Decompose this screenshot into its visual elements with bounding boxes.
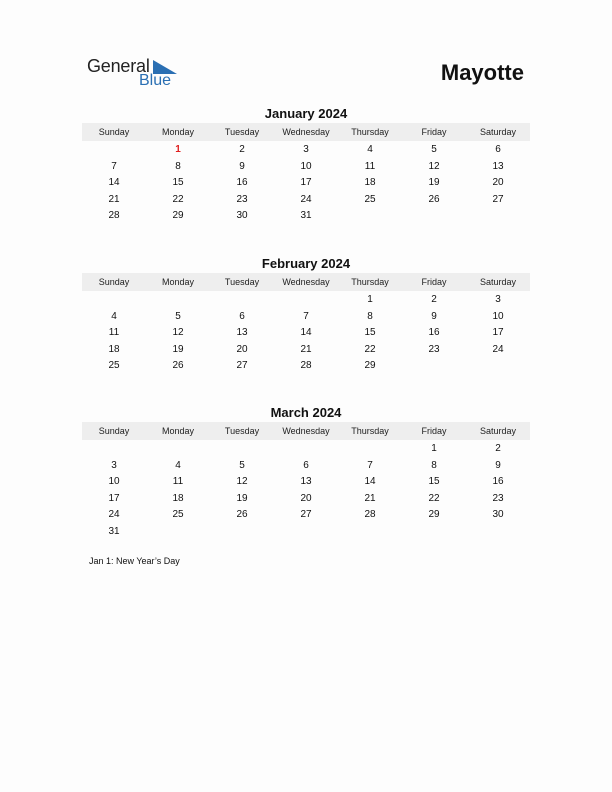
day-cell: 10 xyxy=(108,476,120,488)
day-cell: 14 xyxy=(364,476,376,488)
weekday-label: Wednesday xyxy=(282,426,330,436)
day-cell: 2 xyxy=(239,144,245,155)
day-cell: 5 xyxy=(239,459,245,471)
day-cell: 26 xyxy=(428,193,440,205)
day-cell: 12 xyxy=(236,476,248,488)
day-cell: 6 xyxy=(303,459,309,471)
day-cell: 25 xyxy=(108,360,120,372)
day-cell xyxy=(466,524,530,541)
day-cell: 10 xyxy=(300,160,312,172)
day-cell xyxy=(338,208,402,225)
weekday-header xyxy=(82,273,530,291)
weekday-label: Wednesday xyxy=(282,277,330,287)
day-cell: 11 xyxy=(108,327,120,339)
day-cell: 20 xyxy=(300,492,312,504)
day-cell: 29 xyxy=(428,509,440,521)
day-cell xyxy=(466,358,530,375)
day-cell: 16 xyxy=(428,327,440,339)
day-cell: 31 xyxy=(300,210,312,222)
day-cell: 2 xyxy=(431,294,437,305)
weekday-header xyxy=(82,422,530,440)
day-cell: 2 xyxy=(495,443,501,454)
weekday-label: Saturday xyxy=(479,277,517,287)
month-title: March 2024 xyxy=(270,405,342,420)
weekday-label: Thursday xyxy=(351,426,389,436)
day-cell: 19 xyxy=(428,177,440,189)
logo-text-general: General xyxy=(87,56,150,76)
day-cell: 15 xyxy=(364,327,376,339)
day-cell: 13 xyxy=(492,160,504,172)
day-cell: 24 xyxy=(492,343,504,355)
weekday-header xyxy=(82,123,530,141)
weekday-label: Sunday xyxy=(98,127,130,137)
day-cell: 16 xyxy=(492,476,504,488)
country-title: Mayotte xyxy=(440,60,524,85)
day-cell: 13 xyxy=(236,327,248,339)
day-cell: 29 xyxy=(172,210,184,222)
day-cell: 5 xyxy=(175,310,181,322)
day-cell: 12 xyxy=(428,160,440,172)
day-cell: 6 xyxy=(239,310,245,322)
day-cell: 23 xyxy=(428,343,440,355)
day-cell: 6 xyxy=(495,144,501,155)
weekday-label: Friday xyxy=(421,426,447,436)
day-cell: 11 xyxy=(172,476,184,488)
day-cell: 22 xyxy=(428,492,440,504)
day-cell: 8 xyxy=(175,160,181,172)
day-cell: 24 xyxy=(108,509,120,521)
day-cell: 1 xyxy=(367,294,373,305)
weekday-label: Thursday xyxy=(351,277,389,287)
day-cell: 14 xyxy=(300,327,312,339)
weekday-label: Tuesday xyxy=(224,277,260,287)
weekday-label: Tuesday xyxy=(224,426,260,436)
day-cell xyxy=(210,441,274,458)
day-cell: 16 xyxy=(236,177,248,189)
day-cell: 12 xyxy=(172,327,184,339)
weekday-label: Sunday xyxy=(98,426,130,436)
day-cell: 8 xyxy=(431,459,437,471)
day-cell: 7 xyxy=(111,160,117,172)
day-cell xyxy=(274,524,338,541)
day-cell xyxy=(146,292,210,309)
day-cell: 22 xyxy=(364,343,376,355)
day-cell: 15 xyxy=(172,177,184,189)
day-cell: 4 xyxy=(175,459,181,471)
day-cell: 25 xyxy=(364,193,376,205)
day-cell: 7 xyxy=(367,459,373,471)
day-cell: 3 xyxy=(495,294,501,305)
weekday-label: Friday xyxy=(421,277,447,287)
day-cell: 17 xyxy=(492,327,504,339)
day-cell: 8 xyxy=(367,310,373,322)
day-cell xyxy=(338,524,402,541)
day-cell xyxy=(210,524,274,541)
logo-text-blue: Blue xyxy=(139,72,172,89)
month-march xyxy=(82,404,530,541)
day-grid xyxy=(82,142,530,225)
day-cell: 21 xyxy=(364,492,376,504)
month-title: January 2024 xyxy=(264,106,348,121)
day-cell: 29 xyxy=(364,360,376,372)
day-cell: 3 xyxy=(111,459,117,471)
day-cell: 14 xyxy=(108,177,120,189)
weekday-label: Friday xyxy=(421,127,447,137)
day-cell: 21 xyxy=(300,343,312,355)
day-cell: 28 xyxy=(108,210,120,222)
day-cell: 19 xyxy=(236,492,248,504)
weekday-label: Saturday xyxy=(479,127,517,137)
weekday-label: Tuesday xyxy=(224,127,260,137)
day-cell: 4 xyxy=(367,144,373,155)
day-cell: 9 xyxy=(431,310,437,322)
day-grid xyxy=(82,292,530,375)
day-cell: 18 xyxy=(172,492,184,504)
day-cell: 19 xyxy=(172,343,184,355)
logo xyxy=(87,56,187,92)
holiday-note: Jan 1: New Year’s Day xyxy=(89,556,180,566)
day-cell: 18 xyxy=(108,343,120,355)
weekday-label: Sunday xyxy=(98,277,130,287)
day-grid xyxy=(82,441,530,541)
day-cell: 20 xyxy=(492,177,504,189)
day-cell: 5 xyxy=(431,144,437,155)
day-cell: 21 xyxy=(108,193,120,205)
month-january xyxy=(82,105,530,225)
day-cell: 27 xyxy=(300,509,312,521)
day-cell xyxy=(402,208,466,225)
day-cell: 26 xyxy=(236,509,248,521)
day-cell xyxy=(402,524,466,541)
day-cell: 28 xyxy=(300,360,312,372)
weekday-label: Saturday xyxy=(479,426,517,436)
day-cell: 10 xyxy=(492,310,504,322)
day-cell: 9 xyxy=(495,459,501,471)
weekday-label: Monday xyxy=(161,127,195,137)
weekday-label: Monday xyxy=(161,277,195,287)
day-cell xyxy=(402,358,466,375)
day-cell xyxy=(82,292,146,309)
day-cell: 11 xyxy=(364,160,376,172)
day-cell: 15 xyxy=(428,476,440,488)
day-cell xyxy=(466,208,530,225)
day-cell xyxy=(274,292,338,309)
day-cell: 18 xyxy=(364,177,376,189)
day-cell: 17 xyxy=(300,177,312,189)
day-cell: 1 xyxy=(175,144,181,155)
day-cell xyxy=(210,292,274,309)
day-cell: 20 xyxy=(236,343,248,355)
weekday-label: Monday xyxy=(161,426,195,436)
day-cell: 22 xyxy=(172,193,184,205)
weekday-label: Thursday xyxy=(351,127,389,137)
day-cell: 7 xyxy=(303,310,309,322)
day-cell xyxy=(82,441,146,458)
weekday-label: Wednesday xyxy=(282,127,330,137)
day-cell: 28 xyxy=(364,509,376,521)
day-cell: 1 xyxy=(431,443,437,454)
day-cell: 25 xyxy=(172,509,184,521)
day-cell: 30 xyxy=(492,509,504,521)
day-cell: 27 xyxy=(492,193,504,205)
day-cell: 26 xyxy=(172,360,184,372)
day-cell: 24 xyxy=(300,193,312,205)
day-cell xyxy=(274,441,338,458)
day-cell: 4 xyxy=(111,310,117,322)
day-cell xyxy=(146,441,210,458)
month-february xyxy=(82,255,530,375)
month-title: February 2024 xyxy=(261,256,351,271)
day-cell: 3 xyxy=(303,144,309,155)
day-cell: 31 xyxy=(108,525,120,537)
day-cell xyxy=(146,524,210,541)
day-cell: 23 xyxy=(492,492,504,504)
day-cell xyxy=(338,441,402,458)
day-cell: 27 xyxy=(236,360,248,372)
day-cell: 30 xyxy=(236,210,248,222)
day-cell: 13 xyxy=(300,476,312,488)
day-cell: 23 xyxy=(236,193,248,205)
day-cell: 9 xyxy=(239,160,245,172)
day-cell: 17 xyxy=(108,492,120,504)
day-cell xyxy=(82,142,146,159)
